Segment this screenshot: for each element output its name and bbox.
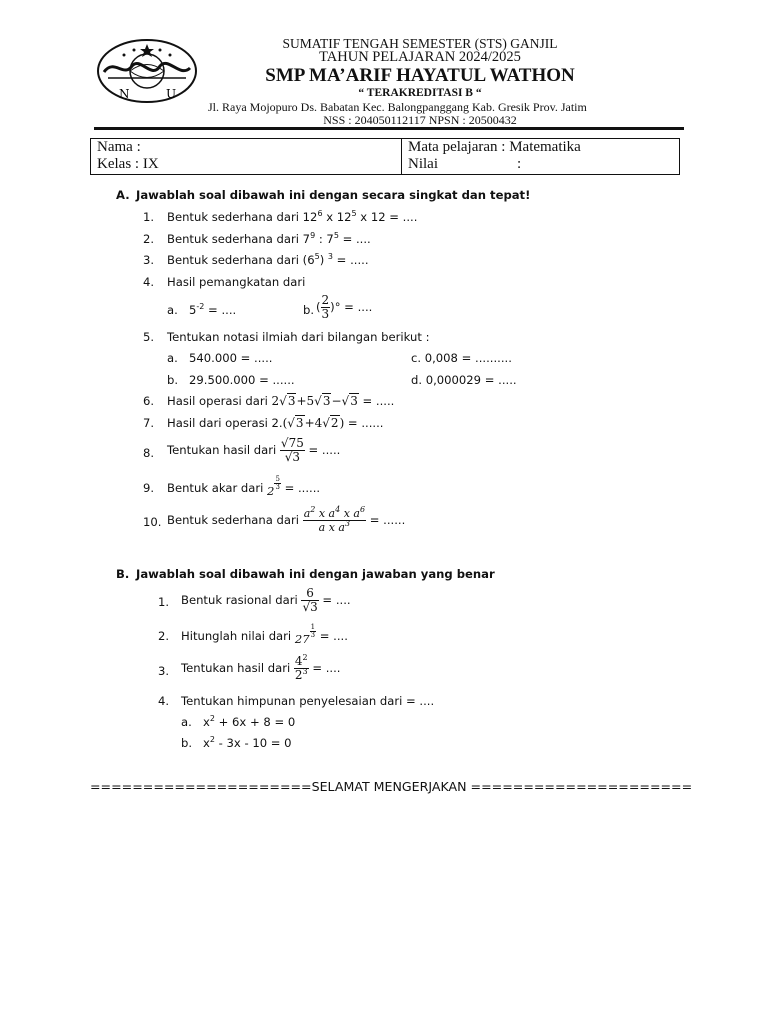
subject-field-label: Mata pelajaran : Matematika	[408, 139, 581, 155]
school-logo	[96, 38, 198, 104]
question-number: 2.	[143, 232, 155, 246]
question-number: 3.	[158, 664, 170, 678]
section-a-title: Jawablah soal dibawah ini dengan secara singkat dan tepat!	[136, 188, 531, 202]
question-a5-b: 29.500.000 = ......	[189, 373, 295, 387]
option-marker: a.	[167, 303, 178, 317]
option-marker: a.	[167, 351, 178, 365]
question-a5-a: 540.000 = .....	[189, 351, 273, 365]
question-a4-a: $5^{-2}$ = ....	[189, 302, 237, 317]
question-a9: Bentuk akar dari 2 $\frac{5}{3}$ = ......	[167, 475, 321, 498]
question-b4-a: $x^2 + 6x + 8 = 0$	[203, 714, 296, 729]
question-a7: Hasil dari operasi 2.(√3+4√2) = ......	[167, 416, 384, 430]
question-a4-b: ( $\frac{2}{3}$ )° = ....	[316, 293, 373, 321]
school-nss: NSS : 204050112117 NPSN : 20500432	[323, 113, 517, 127]
logo-letter-n: N	[119, 87, 130, 101]
question-a5: Tentukan notasi ilmiah dari bilangan berikut :	[167, 330, 430, 344]
section-b-marker: B.	[116, 567, 130, 581]
question-a3: Bentuk sederhana dari $(6^5) ^3$ = .....	[167, 252, 369, 267]
name-field-label: Nama :	[97, 139, 141, 155]
question-b4-b: $x^2 - 3x - 10 = 0$	[203, 735, 292, 750]
student-info-box	[90, 138, 680, 175]
question-number: 1.	[143, 210, 155, 224]
question-number: 5.	[143, 330, 155, 344]
question-number: 1.	[158, 595, 170, 609]
school-year: TAHUN PELAJARAN 2024/2025	[319, 49, 521, 65]
question-a10: Bentuk sederhana dari $\frac{a^2 x a^4 x a^6}{a x a^3}$ = ......	[167, 505, 406, 534]
option-marker: b.	[181, 736, 193, 750]
accreditation: “ TERAKREDITASI B “	[358, 87, 482, 99]
question-number: 7.	[143, 416, 155, 430]
closing-message: =====================SELAMAT MENGERJAKAN =====================	[90, 779, 693, 794]
question-b3: Tentukan hasil dari $\frac{4^2}{2^3}$ = ....	[181, 653, 341, 682]
question-number: 4.	[143, 275, 155, 289]
section-b-title: Jawablah soal dibawah ini dengan jawaban yang benar	[136, 567, 495, 581]
question-number: 8.	[143, 446, 155, 460]
question-b4: Tentukan himpunan penyelesaian dari = ....	[181, 694, 435, 708]
school-address: Jl. Raya Mojopuro Ds. Babatan Kec. Balongpanggang Kab. Gresik Prov. Jatim	[208, 100, 587, 114]
question-b1: Bentuk rasional dari $\frac{6}{√3}$ = ....	[181, 586, 351, 614]
score-field-colon: :	[517, 156, 522, 172]
info-box-divider	[401, 139, 402, 174]
score-field-label: Nilai	[408, 156, 438, 172]
question-number: 2.	[158, 629, 170, 643]
question-number: 3.	[143, 253, 155, 267]
question-b2: Hitunglah nilai dari 27 $\frac{1}{3}$ = ....	[181, 623, 348, 646]
question-a1: Bentuk sederhana dari $12^6$ x $12^5$ x 12 = ....	[167, 209, 418, 224]
option-marker: a.	[181, 715, 192, 729]
school-name: SMP MA’ARIF HAYATUL WATHON	[265, 65, 575, 86]
exam-title: SUMATIF TENGAH SEMESTER (STS) GANJIL	[282, 36, 558, 51]
logo-letter-u: U	[166, 87, 177, 101]
class-field-label: Kelas : IX	[97, 156, 159, 172]
question-number: 4.	[158, 694, 170, 708]
section-a-marker: A.	[116, 188, 130, 202]
question-a5-d: d. 0,000029 = .....	[411, 373, 517, 387]
question-a2: Bentuk sederhana dari $7^9$ : $7^5$ = ....	[167, 231, 371, 246]
question-number: 6.	[143, 394, 155, 408]
question-a8: Tentukan hasil dari $\frac{√75}{√3}$ = .....	[167, 436, 341, 464]
option-marker: b.	[167, 373, 179, 387]
question-a5-c: c. 0,008 = ..........	[411, 351, 512, 365]
header-divider	[94, 127, 684, 130]
question-a4: Hasil pemangkatan dari	[167, 275, 306, 289]
option-marker: b.	[303, 303, 315, 317]
question-number: 10.	[143, 515, 162, 529]
question-number: 9.	[143, 481, 155, 495]
question-a6: Hasil operasi dari 2√3+5√3−√3 = .....	[167, 394, 395, 408]
